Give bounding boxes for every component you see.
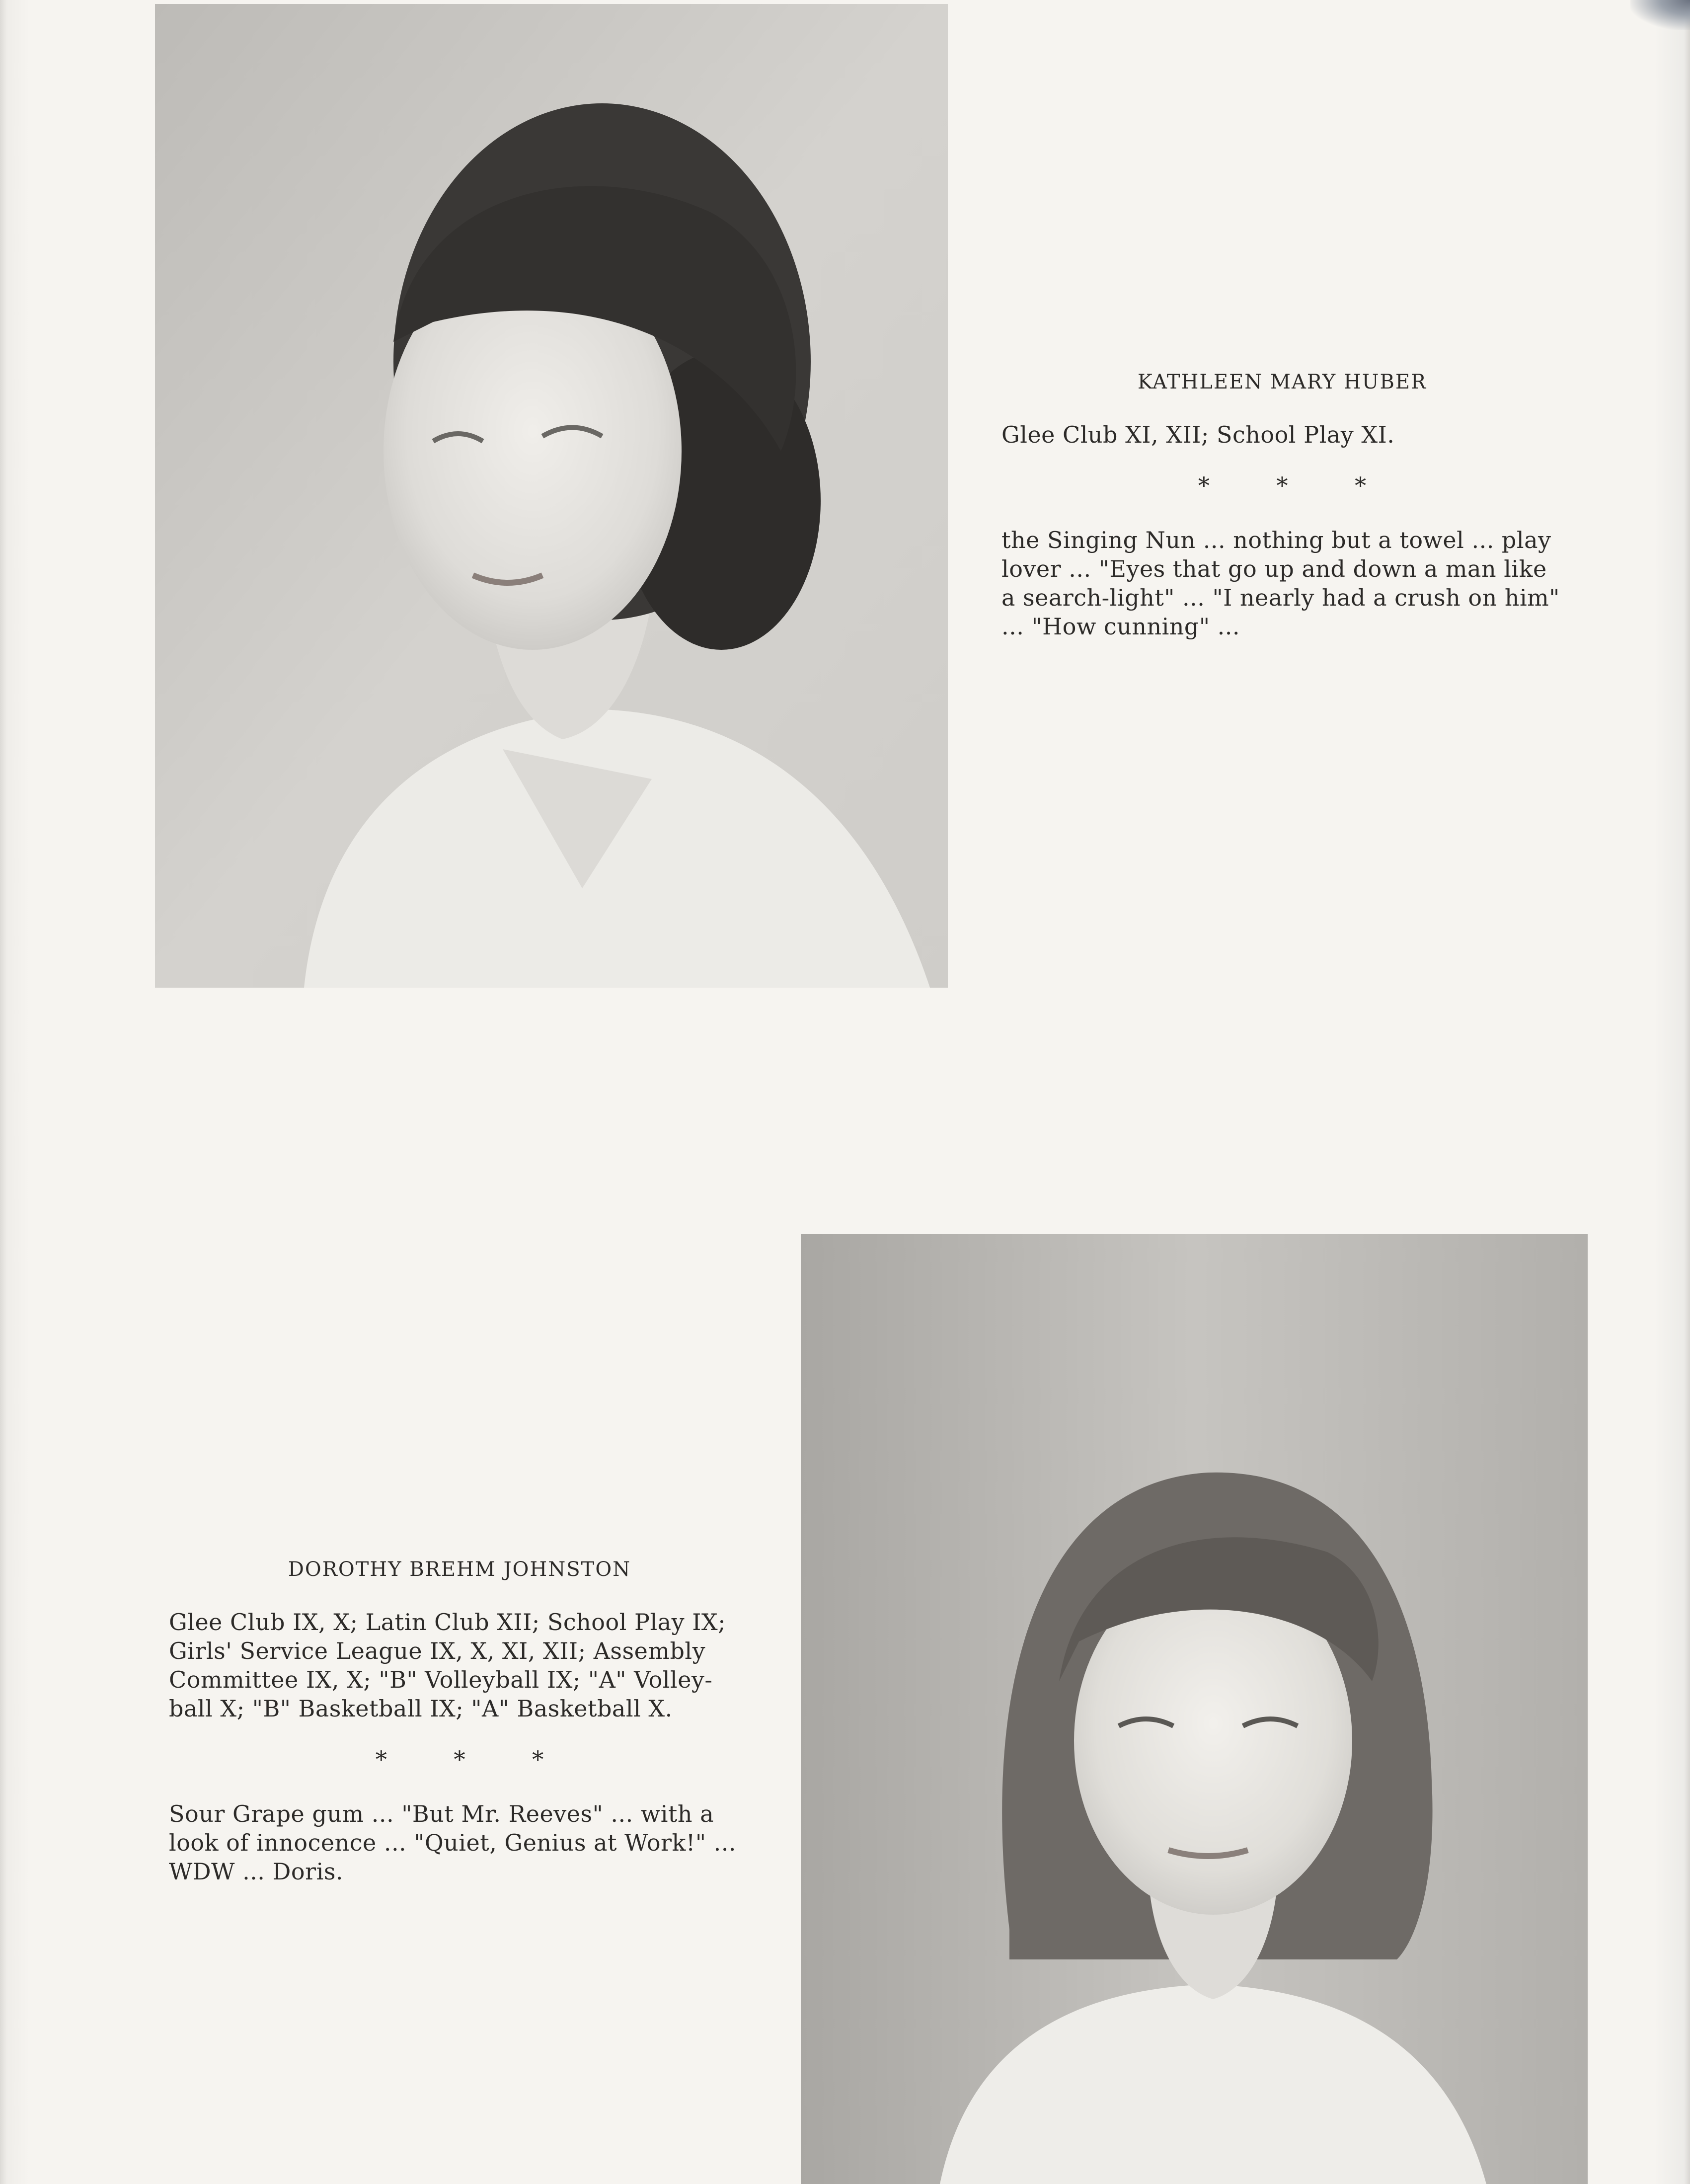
activities-text: Glee Club IX, X; Latin Club XII; School Play IX; Girls' Service League IX, X, XI, XII; Assembly Committee IX, X; "B" Volleyball IX; "A" Volley-ball X; "B" Basketball IX; "A" Basketball X. — [169, 1609, 726, 1722]
quotes-text: the Singing Nun ... nothing but a towel ... play lover ... "Eyes that go up and down a man like a search-light" ... "I nearly had a crush on him" ... "How cunning" ... — [1001, 527, 1560, 640]
separator-stars: * * * — [375, 1746, 574, 1773]
entry-huber — [1001, 368, 1563, 641]
portrait-photo-johnston — [801, 1234, 1588, 2184]
activities-text: Glee Club XI, XII; School Play XI. — [1001, 421, 1395, 448]
quotes-text: Sour Grape gum ... "But Mr. Reeves" ... with a look of innocence ... "Quiet, Genius at Work!" ... WDW ... Doris. — [169, 1800, 737, 1885]
corner-stain — [1630, 0, 1690, 30]
separator-stars: * * * — [1198, 472, 1396, 499]
portrait-photo-huber — [155, 4, 948, 988]
student-name: DOROTHY BREHM JOHNSTON — [288, 1558, 631, 1581]
entry-johnston — [169, 1555, 750, 1886]
student-name: KATHLEEN MARY HUBER — [1137, 371, 1427, 393]
